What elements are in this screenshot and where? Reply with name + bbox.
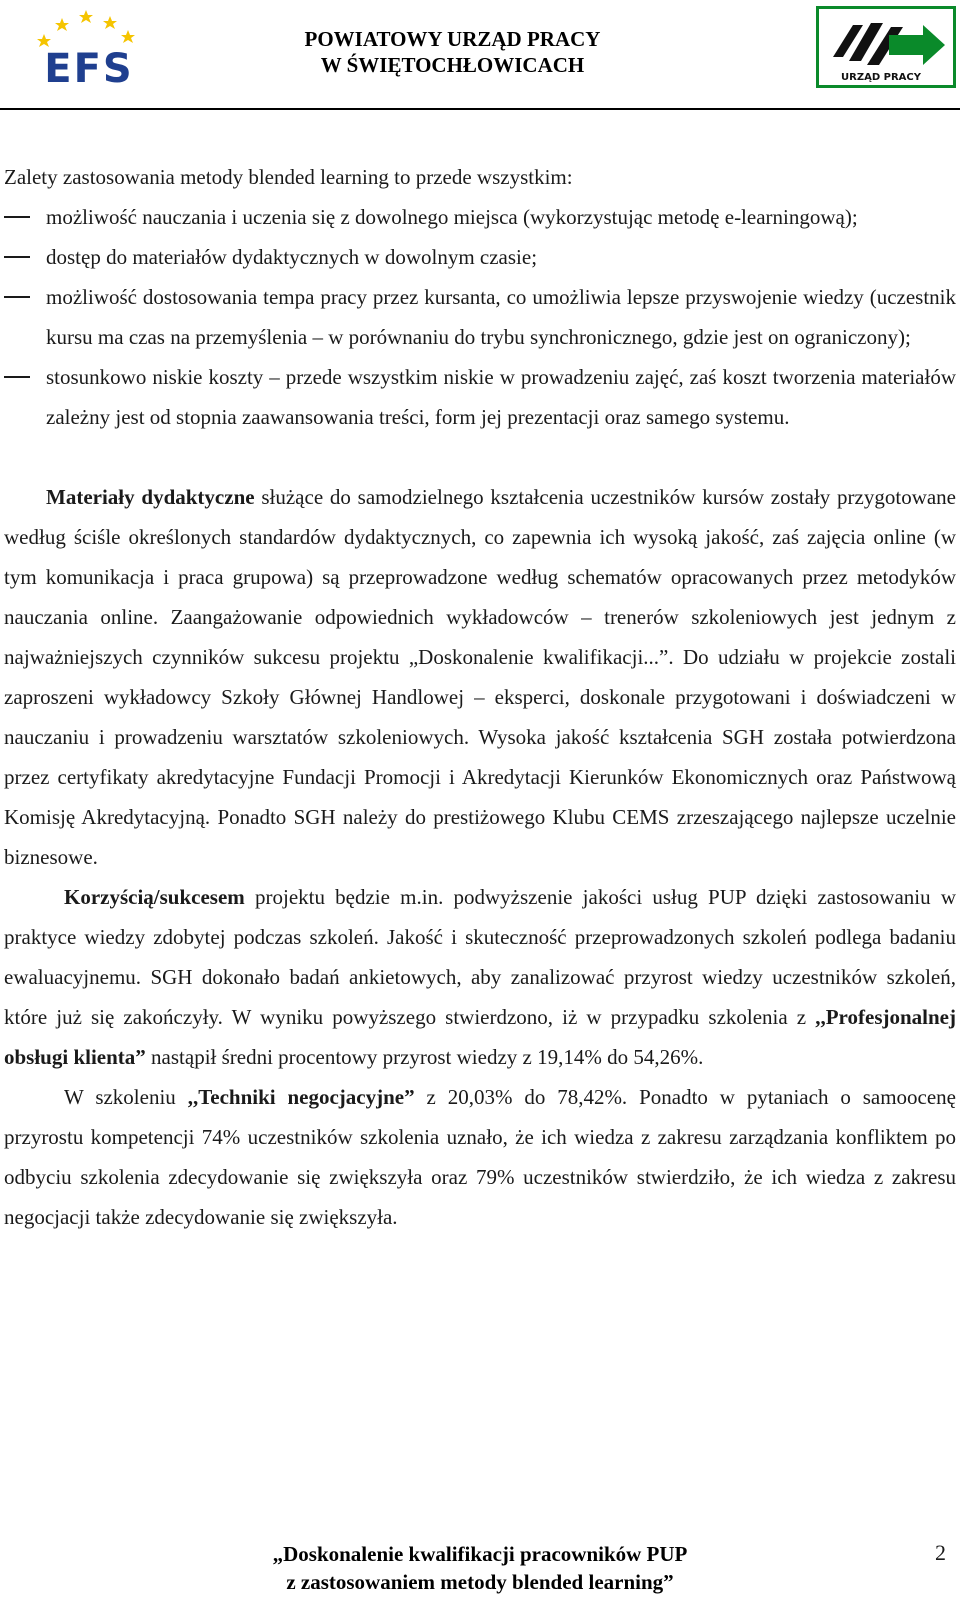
paragraph-benefit: Korzyścią/sukcesem projektu będzie m.in. podwyższenie jakości usług PUP dzięki zastosowaniu w praktyce wiedzy zdobytej podczas szkoleń. Jakość i skuteczność przeprowadzonych szkoleń podlega badaniu ewaluacyjnemu. SGH dokonało badań ankietowych, aby zanalizować przyrost wiedzy uczestników szkoleń, które już się zakończyły. W wyniku powyższego stwierdzono, iż w przypadku szkolenia z ,,Profesjonalnej obsługi klienta” nastąpił średni procentowy przyrost wiedzy z 19,14% do 54,26%. [4, 885, 956, 1069]
training-title: ,,Profesjonalnej obsługi klienta” [4, 1005, 956, 1069]
list-item: stosunkowo niskie koszty – przede wszystkim niskie w prowadzeniu zajęć, zaś koszt tworzenia materiałów zależny jest od stopnia zaawansowania treści, form jej prezentacji oraz samego systemu. [4, 357, 956, 437]
training-title: ,,Techniki negocjacyjne” [187, 1085, 415, 1109]
dash-bullet [4, 256, 30, 258]
list-item: możliwość dostosowania tempa pracy przez kursanta, co umożliwia lepsze przyswojenie wiedzy (uczestnik kursu ma czas na przemyślenia – w porównaniu do trybu synchronicznego, gdzie jest on ograniczony); [4, 277, 956, 357]
efs-logo [24, 4, 154, 94]
bold-term: Korzyścią/sukcesem [64, 885, 245, 909]
page-number: 2 [935, 1540, 946, 1565]
dash-bullet [4, 216, 30, 218]
footer-project-title: „Doskonalenie kwalifikacji pracowników PUP z zastosowaniem metody blended learning” [272, 1542, 688, 1594]
pup-logo-text: URZĄD PRACY [841, 72, 921, 83]
urzad-pracy-logo [816, 6, 956, 88]
list-item: możliwość nauczania i uczenia się z dowolnego miejsca (wykorzystując metodę e-learningową); [4, 197, 956, 237]
org-line-1: POWIATOWY URZĄD PRACY [304, 27, 601, 51]
organization-name [235, 26, 670, 78]
header-divider [0, 108, 960, 110]
advantages-list [4, 197, 956, 437]
bold-term: Materiały dydaktyczne [46, 485, 255, 509]
efs-logo-text: EFS [44, 46, 134, 92]
dash-bullet [4, 376, 30, 378]
document-body [4, 157, 956, 1237]
paragraph-negotiation: W szkoleniu ,,Techniki negocjacyjne” z 20,03% do 78,42%. Ponadto w pytaniach o samoocenę przyrostu kompetencji 74% uczestników szkolenia uznało, że ich wiedza z zakresu zarządzania konfliktem po odbyciu szkolenia zdecydowanie się zwiększyła oraz 79% uczestników stwierdziło, że ich wiedza z zakresu negocjacji także zdecydowanie się zwiększyła. [4, 1085, 956, 1229]
org-line-2: W ŚWIĘTOCHŁOWICACH [320, 53, 585, 77]
list-item: dostęp do materiałów dydaktycznych w dowolnym czasie; [4, 237, 956, 277]
paragraph-materials: Materiały dydaktyczne służące do samodzielnego kształcenia uczestników kursów zostały przygotowane według ściśle określonych standardów dydaktycznych, co zapewnia ich wysoką jakość, zaś zajęcia online (w tym komunikacja i praca grupowa) są przeprowadzone według schematów opracowanych przez metodyków nauczania online. Zaangażowanie odpowiednich wykładowców – trenerów szkoleniowych jest jednym z najważniejszych czynników sukcesu projektu „Doskonalenie kwalifikacji...”. Do udziału w projekcie zostali zaproszeni wykładowcy Szkoły Głównej Handlowej – eksperci, doskonale przygotowani i doświadczeni w nauczaniu i prowadzeniu warsztatów szkoleniowych. Wysoka jakość kształcenia SGH została potwierdzona przez certyfikaty akredytacyjne Fundacji Promocji i Akredytacji Kierunków Ekonomicznych oraz Państwową Komisję Akredytacyjną. Ponadto SGH należy do prestiżowego Klubu CEMS zrzeszającego najlepsze uczelnie biznesowe. [4, 485, 956, 869]
page-header [0, 0, 960, 110]
dash-bullet [4, 296, 30, 298]
advantages-intro: Zalety zastosowania metody blended learning to przede wszystkim: [4, 165, 573, 189]
